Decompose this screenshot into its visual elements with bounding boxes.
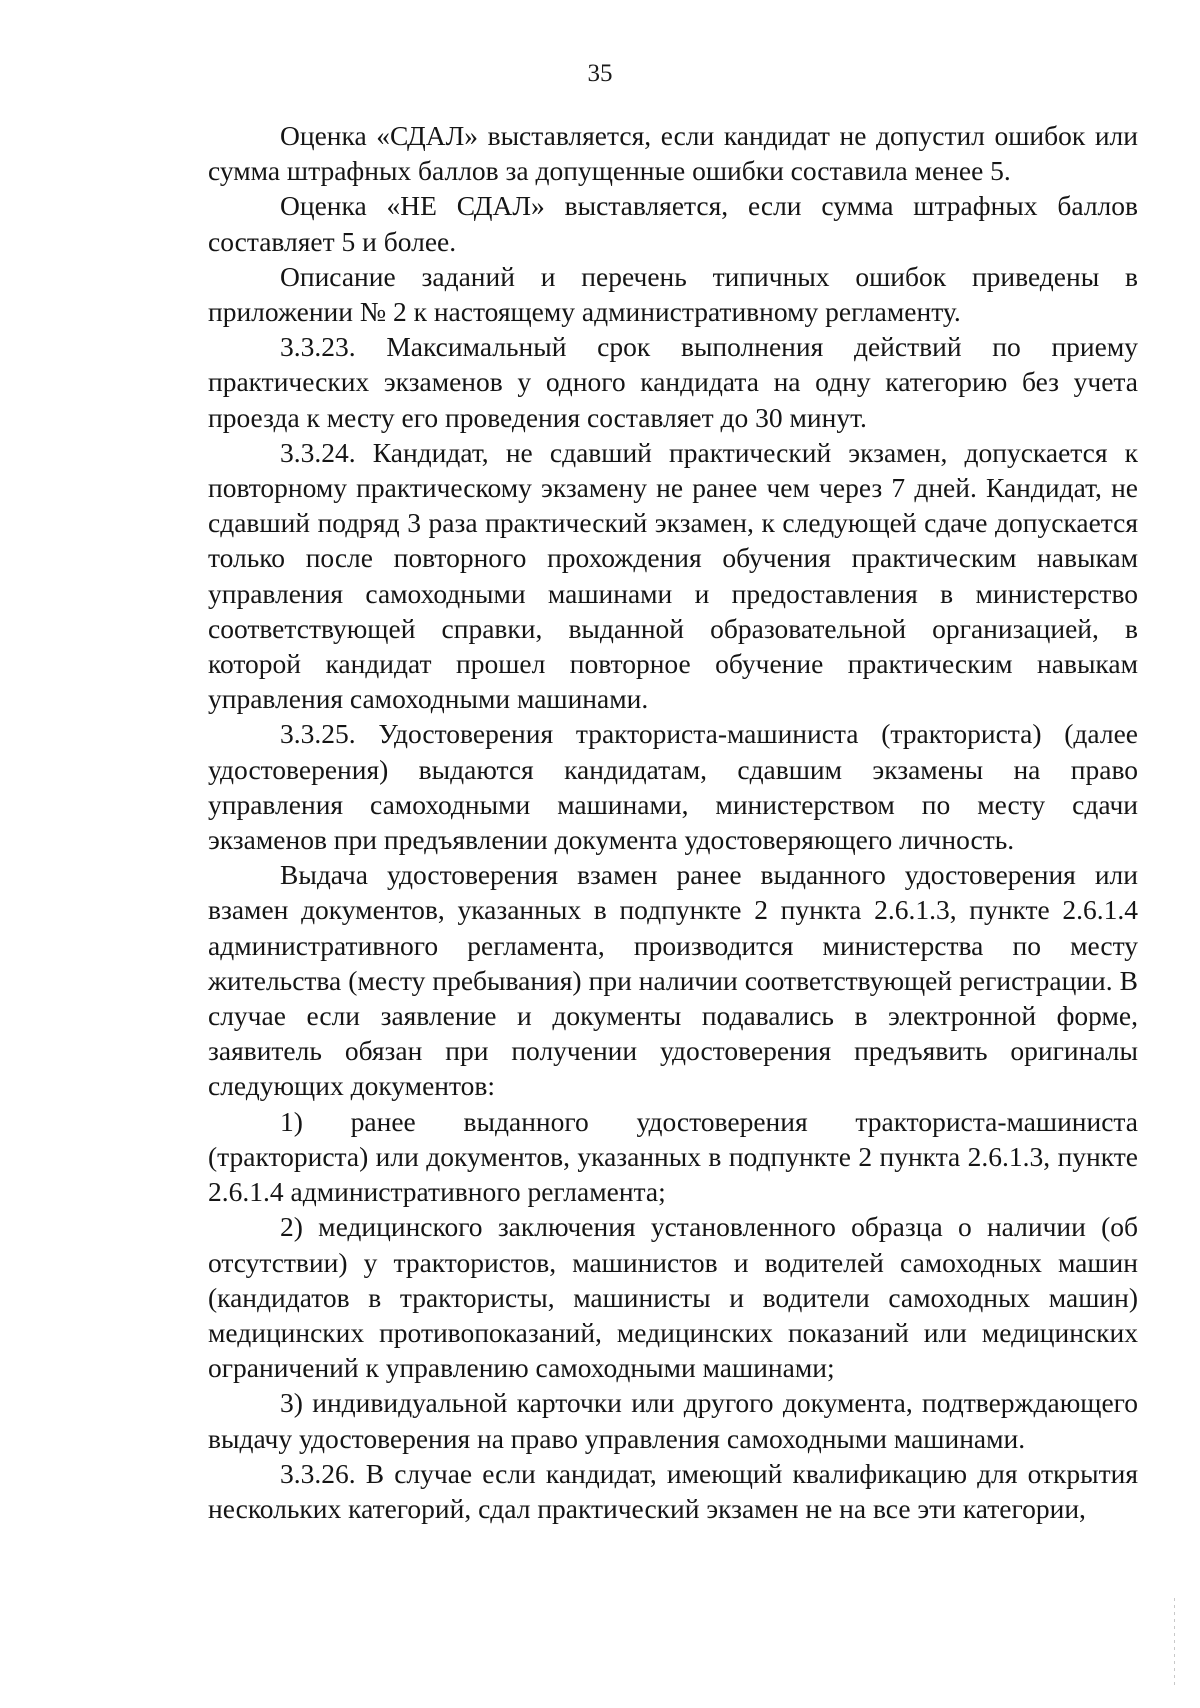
list-item-3: 3) индивидуальной карточки или другого документа, подтверждающего выдачу удостоверения на право управления самоходными машинами. <box>208 1387 1138 1454</box>
paragraph-3-3-25: 3.3.25. Удостоверения тракториста-машиниста (тракториста) (далее удостоверения) выдаются кандидатам, сдавшим экзамены на право управления самоходными машинами, министерством по месту сдачи экзаменов при предъявлении документа удостоверяющего личность. <box>208 718 1138 856</box>
paragraph-grade-failed: Оценка «НЕ СДАЛ» выставляется, если сумма штрафных баллов составляет 5 и более. <box>208 190 1138 257</box>
paragraph-task-description: Описание заданий и перечень типичных ошибок приведены в приложении № 2 к настоящему административному регламенту. <box>208 260 1138 328</box>
paragraph-certificate-reissue: Выдача удостоверения взамен ранее выданного удостоверения или взамен документов, указанных в подпункте 2 пункта 2.6.1.3, пункте 2.6.1.4 административного регламента, производится министерства по месту жительства (месту пребывания) при наличии соответствующей регистрации. В случае если заявление и документы подавались в электронной форме, заявитель обязан при получении удостоверения предъявить оригиналы следующих документов: <box>208 859 1138 1102</box>
page-number: 35 <box>587 60 613 87</box>
paragraph-3-3-23: 3.3.23. Максимальный срок выполнения действий по приему практических экзаменов у одного кандидата на одну категорию без учета проезда к месту его проведения составляет до 30 минут. <box>208 331 1138 433</box>
paragraph-grade-passed: Оценка «СДАЛ» выставляется, если кандидат не допустил ошибок или сумма штрафных баллов за допущенные ошибки составила менее 5. <box>208 120 1138 187</box>
list-item-1: 1) ранее выданного удостоверения тракториста-машиниста (тракториста) или документов, указанных в подпункте 2 пункта 2.6.1.3, пункте 2.6.1.4 административного регламента; <box>208 1105 1138 1208</box>
scan-edge-mark <box>1174 1598 1175 1688</box>
paragraph-3-3-26: 3.3.26. В случае если кандидат, имеющий квалификацию для открытия нескольких категорий, сдал практический экзамен не на все эти категории, <box>208 1457 1138 1524</box>
document-body <box>208 118 1138 1526</box>
paragraph-3-3-24: 3.3.24. Кандидат, не сдавший практический экзамен, допускается к повторному практическому экзамену не ранее чем через 7 дней. Кандидат, не сдавший подряд 3 раза практический экзамен, к следующей сдаче допускается только после повторного прохождения обучения практическим навыкам управления самоходными машинами и предоставления в министерство соответствующей справки, выданной образовательной организацией, в которой кандидат прошел повторное обучение практическим навыкам управления самоходными машинами. <box>208 436 1138 715</box>
list-item-2: 2) медицинского заключения установленного образца о наличии (об отсутствии) у трактористов, машинистов и водителей самоходных машин (кандидатов в трактористы, машинисты и водители самоходных машин) медицинских противопоказаний, медицинских показаний или медицинских ограничений к управлению самоходными машинами; <box>208 1211 1138 1384</box>
